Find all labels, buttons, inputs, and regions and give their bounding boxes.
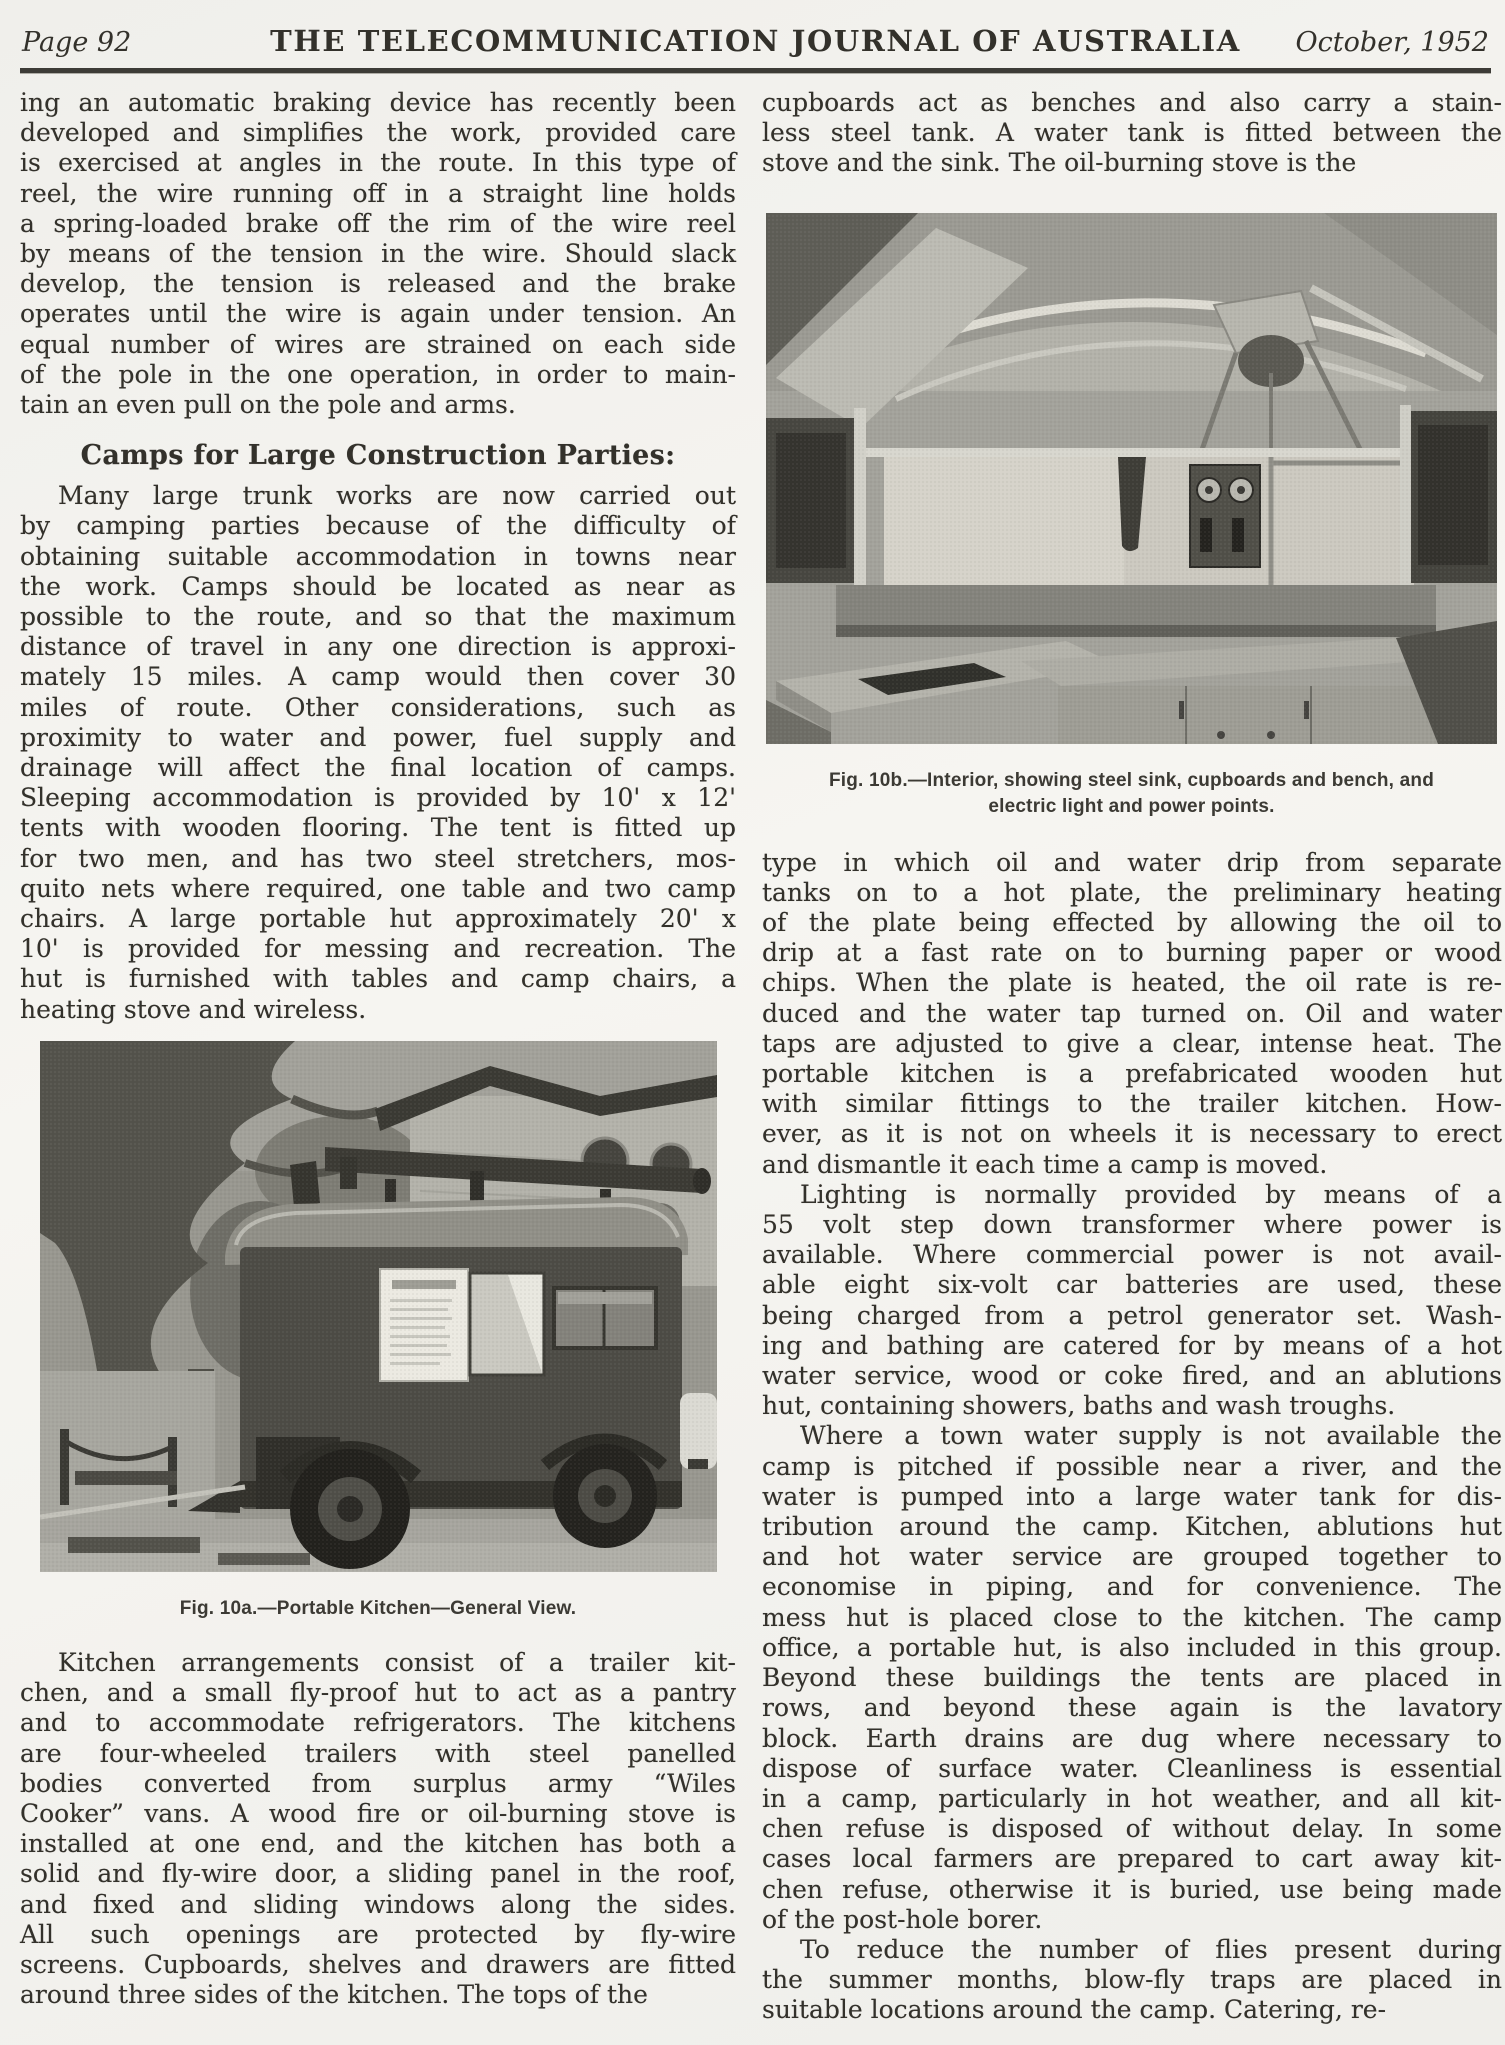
text-line: developed and simplifies the work, provided care <box>20 118 736 148</box>
text-line: being charged from a petrol generator set. Wash- <box>762 1300 1502 1330</box>
text-line: dispose of surface water. Cleanliness is essential <box>762 1753 1502 1783</box>
paragraph <box>20 1648 736 2010</box>
paragraph <box>20 88 736 420</box>
text-line: drainage will affect the final location of camps. <box>20 753 736 783</box>
text-line: water is pumped into a large water tank for dis- <box>762 1481 1502 1511</box>
text-line: develop, the tension is released and the brake <box>20 269 736 299</box>
text-line: stove and the sink. The oil-burning stove is the <box>762 148 1357 178</box>
text-line: available. Where commercial power is not avail- <box>762 1240 1502 1270</box>
caption-line: Fig. 10a.—Portable Kitchen—General View. <box>179 1597 577 1619</box>
text-line: less steel tank. A water tank is fitted between the <box>762 118 1502 148</box>
text-line: tribution around the camp. Kitchen, ablutions hut <box>762 1512 1502 1542</box>
page-header <box>20 16 1505 58</box>
text-line: office, a portable hut, is also included in this group. <box>762 1632 1502 1662</box>
text-line: possible to the route, and so that the maximum <box>20 602 736 632</box>
journal-title: THE TELECOMMUNICATION JOURNAL OF AUSTRALIA <box>270 24 1241 58</box>
text-line: of the plate being effected by allowing the oil to <box>762 908 1502 938</box>
text-line: and hot water service are grouped together to <box>762 1542 1502 1572</box>
text-line: Kitchen arrangements consist of a trailer kit- <box>58 1647 736 1677</box>
text-line: the summer months, blow-fly traps are placed in <box>762 1965 1502 1995</box>
text-line: chairs. A large portable hut approximately 20' x <box>20 904 736 934</box>
caption-line: electric light and power points. <box>988 795 1275 817</box>
text-line: camp is pitched if possible near a river, and the <box>762 1451 1502 1481</box>
text-line: distance of travel in any one direction is approxi- <box>20 632 736 662</box>
text-line: bodies converted from surplus army “Wiles <box>20 1768 736 1798</box>
text-line: tain an even pull on the pole and arms. <box>20 390 516 420</box>
section-heading: Camps for Large Construction Parties: <box>80 440 676 472</box>
text-line: with similar fittings to the trailer kitchen. How- <box>762 1089 1502 1119</box>
text-line: by means of the tension in the wire. Should slack <box>20 239 736 269</box>
text-line: in a camp, particularly in hot weather, and all kit- <box>762 1783 1502 1813</box>
text-line: able eight six-volt car batteries are used, these <box>762 1270 1502 1300</box>
text-line: tanks on to a hot plate, the preliminary heating <box>762 877 1502 907</box>
paragraph <box>762 1421 1502 1934</box>
figure-10b <box>766 213 1497 820</box>
text-line: mess hut is placed close to the kitchen. The camp <box>762 1602 1502 1632</box>
text-line: by camping parties because of the difficulty of <box>20 511 736 541</box>
text-line: Sleeping accommodation is provided by 10' x 12' <box>20 783 736 813</box>
text-line: a spring-loaded brake off the rim of the wire reel <box>20 208 736 238</box>
text-line: rows, and beyond these again is the lavatory <box>762 1693 1502 1723</box>
text-line: reel, the wire running off in a straight line holds <box>20 178 736 208</box>
text-line: is exercised at angles in the route. In this type of <box>20 148 736 178</box>
header-rule <box>20 68 1491 73</box>
text-line: To reduce the number of flies present during <box>800 1934 1502 1964</box>
text-line: screens. Cupboards, shelves and drawers are fitted <box>20 1949 736 1979</box>
text-line: All such openings are protected by fly-wire <box>20 1919 736 1949</box>
paragraph <box>20 481 736 1025</box>
text-line: block. Earth drains are dug where necessary to <box>762 1723 1502 1753</box>
text-line: operates until the wire is again under tension. An <box>20 299 736 329</box>
page-number: Page 92 <box>22 27 132 58</box>
text-line: hut is furnished with tables and camp chairs, a <box>20 964 736 994</box>
text-line: miles of route. Other considerations, such as <box>20 692 736 722</box>
text-line: duced and the water tap turned on. Oil and water <box>762 998 1502 1028</box>
text-line: of the pole in the one operation, in order to main- <box>20 359 736 389</box>
two-column-body <box>20 88 1505 2026</box>
figure-10a <box>40 1041 717 1622</box>
text-line: and dismantle it each time a camp is moved. <box>762 1149 1328 1179</box>
text-line: portable kitchen is a prefabricated wooden hut <box>762 1059 1502 1089</box>
left-column <box>20 88 736 2026</box>
text-line: ing an automatic braking device has recently been <box>20 88 736 117</box>
text-line: Where a town water supply is not available the <box>800 1421 1502 1451</box>
text-line: taps are adjusted to give a clear, intense heat. The <box>762 1028 1502 1058</box>
text-line: are four-wheeled trailers with steel panelled <box>20 1738 736 1768</box>
text-line: and to accommodate refrigerators. The kitchens <box>20 1708 736 1738</box>
text-line: proximity to water and power, fuel supply and <box>20 722 736 752</box>
text-line: suitable locations around the camp. Catering, re- <box>762 1995 1387 2025</box>
text-line: for two men, and has two steel stretchers, mos- <box>20 843 736 873</box>
text-line: quito nets where required, one table and two camp <box>20 873 736 903</box>
text-line: around three sides of the kitchen. The tops of the <box>20 1980 648 2010</box>
text-line: solid and fly-wire door, a sliding panel in the roof, <box>20 1859 736 1889</box>
text-line: ing and bathing are catered for by means of a hot <box>762 1330 1502 1360</box>
figure-10b-photo <box>766 213 1497 744</box>
text-line: Beyond these buildings the tents are placed in <box>762 1663 1502 1693</box>
text-line: obtaining suitable accommodation in towns near <box>20 541 736 571</box>
text-line: chen refuse, otherwise it is buried, use being made <box>762 1874 1502 1904</box>
text-line: economise in piping, and for convenience. The <box>762 1572 1502 1602</box>
text-line: water service, wood or coke fired, and an ablutions <box>762 1361 1502 1391</box>
text-line: the work. Camps should be located as near as <box>20 571 736 601</box>
text-line: of the post-hole borer. <box>762 1904 1043 1934</box>
figure-10b-caption <box>766 768 1497 820</box>
text-line: cupboards act as benches and also carry a stain- <box>762 88 1502 117</box>
text-line: chips. When the plate is heated, the oil rate is re- <box>762 968 1502 998</box>
caption-line: Fig. 10b.—Interior, showing steel sink, cupboards and bench, and <box>828 769 1435 791</box>
text-line: 10' is provided for messing and recreation. The <box>20 934 736 964</box>
text-line: equal number of wires are strained on each side <box>20 329 736 359</box>
text-line: 55 volt step down transformer where power is <box>762 1210 1502 1240</box>
text-line: hut, containing showers, baths and wash troughs. <box>762 1391 1396 1421</box>
text-line: type in which oil and water drip from separate <box>762 847 1502 877</box>
text-line: ever, as it is not on wheels it is necessary to erect <box>762 1119 1502 1149</box>
paragraph <box>762 848 1502 1180</box>
text-line: cases local farmers are prepared to cart away kit- <box>762 1844 1502 1874</box>
right-column <box>762 88 1502 2026</box>
text-line: chen refuse is disposed of without delay. In some <box>762 1814 1502 1844</box>
paragraph <box>762 1935 1502 2026</box>
text-line: mately 15 miles. A camp would then cover 30 <box>20 662 736 692</box>
text-line: tents with wooden flooring. The tent is fitted up <box>20 813 736 843</box>
text-line: chen, and a small fly-proof hut to act as a pantry <box>20 1678 736 1708</box>
figure-10a-photo <box>40 1041 717 1572</box>
issue-date: October, 1952 <box>1295 27 1489 58</box>
paragraph <box>762 88 1502 179</box>
text-line: drip at a fast rate on to burning paper or wood <box>762 938 1502 968</box>
paragraph <box>762 1180 1502 1422</box>
text-line: Cooker” vans. A wood fire or oil-burning stove is <box>20 1798 736 1828</box>
text-line: Many large trunk works are now carried out <box>58 481 736 511</box>
text-line: and fixed and sliding windows along the sides. <box>20 1889 736 1919</box>
figure-10a-caption <box>40 1596 717 1622</box>
text-line: installed at one end, and the kitchen has both a <box>20 1829 736 1859</box>
text-line: heating stove and wireless. <box>20 994 367 1024</box>
text-line: Lighting is normally provided by means of a <box>800 1179 1502 1209</box>
